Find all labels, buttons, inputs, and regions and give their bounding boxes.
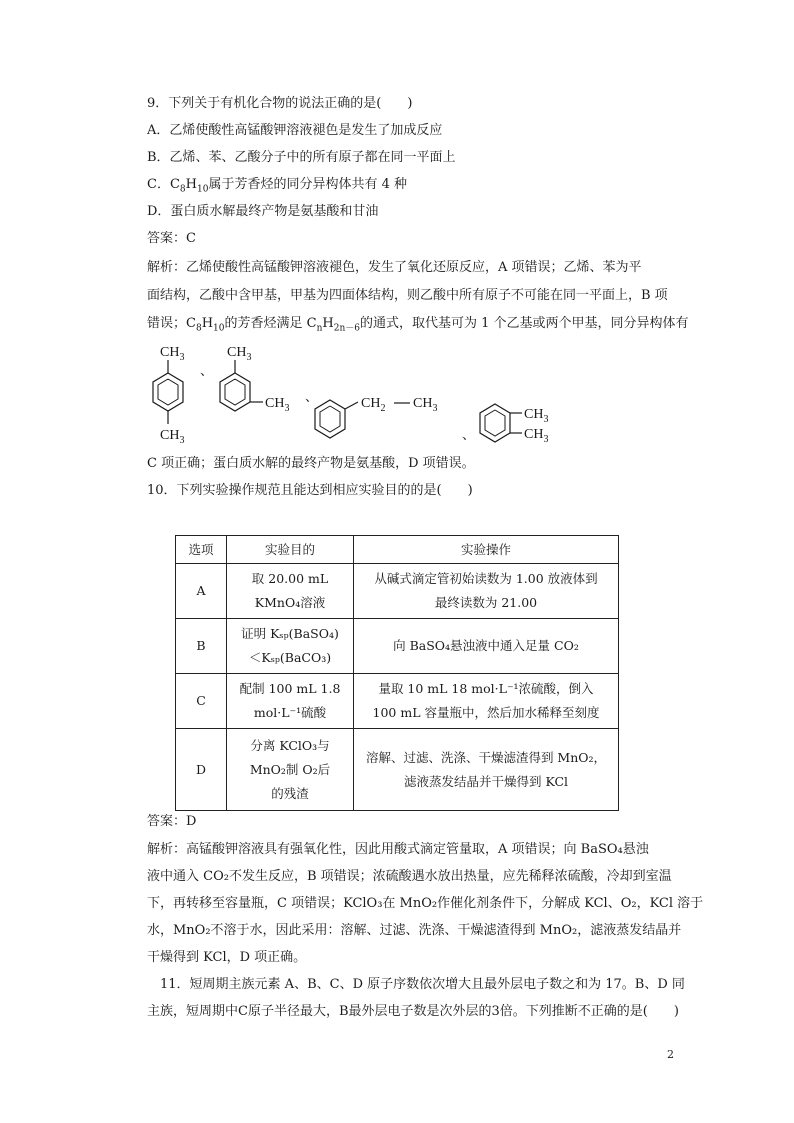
separator: 、 — [462, 428, 476, 443]
table-row — [176, 674, 619, 729]
separator: 、 — [305, 390, 319, 405]
table-cell-operation: 从碱式滴定管初始读数为 1.00 放液体到 最终读数为 21.00 — [354, 564, 619, 619]
table-cell-option: C — [176, 674, 227, 729]
table-cell-operation: 溶解、过滤、洗涤、干燥滤渣得到 MnO₂， 滤液蒸发结晶并干燥得到 KCl — [354, 729, 619, 811]
table-cell-option: B — [176, 619, 227, 674]
q10-analysis-line-5: 干燥得到 KCl，D 项正确。 — [147, 950, 307, 965]
q9-analysis-line-2: 面结构，乙酸中含甲基，甲基为四面体结构，则乙酸中所有原子不可能在同一平面上，B 项 — [147, 288, 668, 303]
q9-option-c: C．$C_8H_{10}$属于芳香烃的同分异构体共有 4 种 — [147, 177, 407, 195]
ch3-label: $CH_3$ — [524, 427, 549, 445]
table-header: 实验目的 — [227, 536, 354, 564]
table-cell-purpose: 分离 KClO₃与 MnO₂制 O₂后 的残渣 — [227, 729, 354, 811]
ch3-label: $CH_3$ — [160, 345, 185, 363]
table-row — [176, 564, 619, 619]
q9-analysis-line-3: 错误；$C_8H_{10}$的芳香烃满足 $C_nH_{2n-6}$的通式，取代基可为 1 个乙基或两个甲基，同分异构体有 — [147, 316, 689, 334]
ch3-label: $CH_3$ — [265, 396, 290, 414]
q9-option-b: B．乙烯、苯、乙酸分子中的所有原子都在同一平面上 — [147, 150, 456, 165]
page-number: 2 — [667, 1048, 674, 1061]
experiment-table — [175, 535, 619, 811]
q9-conclusion: C 项正确；蛋白质水解的最终产物是氨基酸，D 项错误。 — [147, 456, 475, 471]
table-cell-option: D — [176, 729, 227, 811]
ch3-label: $CH_3$ — [524, 407, 549, 425]
table-cell-purpose: 取 20.00 mL KMnO₄溶液 — [227, 564, 354, 619]
structure-m-xylene — [210, 340, 310, 424]
ch2-label: $CH_2$ — [361, 396, 386, 414]
q11-line-2: 主族，短周期中C原子半径最大，B最外层电子数是次外层的3倍。下列推断不正确的是( ) — [147, 1004, 679, 1019]
q9-option-a: A．乙烯使酸性高锰酸钾溶液褪色是发生了加成反应 — [147, 123, 443, 138]
table-cell-purpose: 证明 Kₛₚ(BaSO₄) ＜Kₛₚ(BaCO₃) — [227, 619, 354, 674]
q11-line-1: 11．短周期主族元素 A、B、C、D 原子序数依次增大且最外层电子数之和为 17。B、D 同 — [160, 977, 685, 992]
q10-analysis-line-2: 液中通入 CO₂不发生反应，B 项错误；浓硫酸遇水放出热量，应先稀释浓硫酸，冷却到室温 — [147, 869, 672, 884]
structure-o-xylene — [472, 398, 572, 457]
ch3-label: $CH_3$ — [227, 345, 252, 363]
structure-ethylbenzene — [310, 390, 460, 449]
ch3-label: $CH_3$ — [160, 428, 185, 446]
ch3-label: $CH_3$ — [413, 396, 438, 414]
table-header-row — [176, 536, 619, 564]
q10-analysis-line-3: 下，再转移至容量瓶，C 项错误；KClO₃在 MnO₂作催化剂条件下，分解成 KCl、O₂，KCl 溶于 — [147, 896, 704, 911]
table-row — [176, 729, 619, 811]
table-cell-operation: 量取 10 mL 18 mol·L⁻¹浓硫酸，倒入 100 mL 容量瓶中，然后加水稀释至刻度 — [354, 674, 619, 729]
separator: 、 — [200, 364, 214, 379]
table-cell-purpose: 配制 100 mL 1.8 mol·L⁻¹硫酸 — [227, 674, 354, 729]
structure-p-xylene — [140, 340, 200, 449]
q9-option-d: D．蛋白质水解最终产物是氨基酸和甘油 — [147, 204, 379, 219]
q10-stem: 10．下列实验操作规范且能达到相应实验目的的是( ) — [147, 483, 473, 498]
table-cell-option: A — [176, 564, 227, 619]
q10-analysis-line-1: 解析：高锰酸钾溶液具有强氧化性，因此用酸式滴定管量取，A 项错误；向 BaSO₄悬浊 — [147, 842, 649, 857]
q9-stem: 9．下列关于有机化合物的说法正确的是( ) — [147, 96, 413, 111]
q9-answer: 答案：C — [147, 231, 196, 246]
q9-analysis-line-1: 解析：乙烯使酸性高锰酸钾溶液褪色，发生了氧化还原反应，A 项错误；乙烯、苯为平 — [147, 260, 642, 275]
q10-answer: 答案：D — [147, 814, 197, 829]
table-cell-operation: 向 BaSO₄悬浊液中通入足量 CO₂ — [354, 619, 619, 674]
table-row — [176, 619, 619, 674]
table-header: 选项 — [176, 536, 227, 564]
q10-analysis-line-4: 水，MnO₂不溶于水，因此采用：溶解、过滤、洗涤、干燥滤渣得到 MnO₂，滤液蒸发结晶并 — [147, 923, 682, 938]
table-header: 实验操作 — [354, 536, 619, 564]
